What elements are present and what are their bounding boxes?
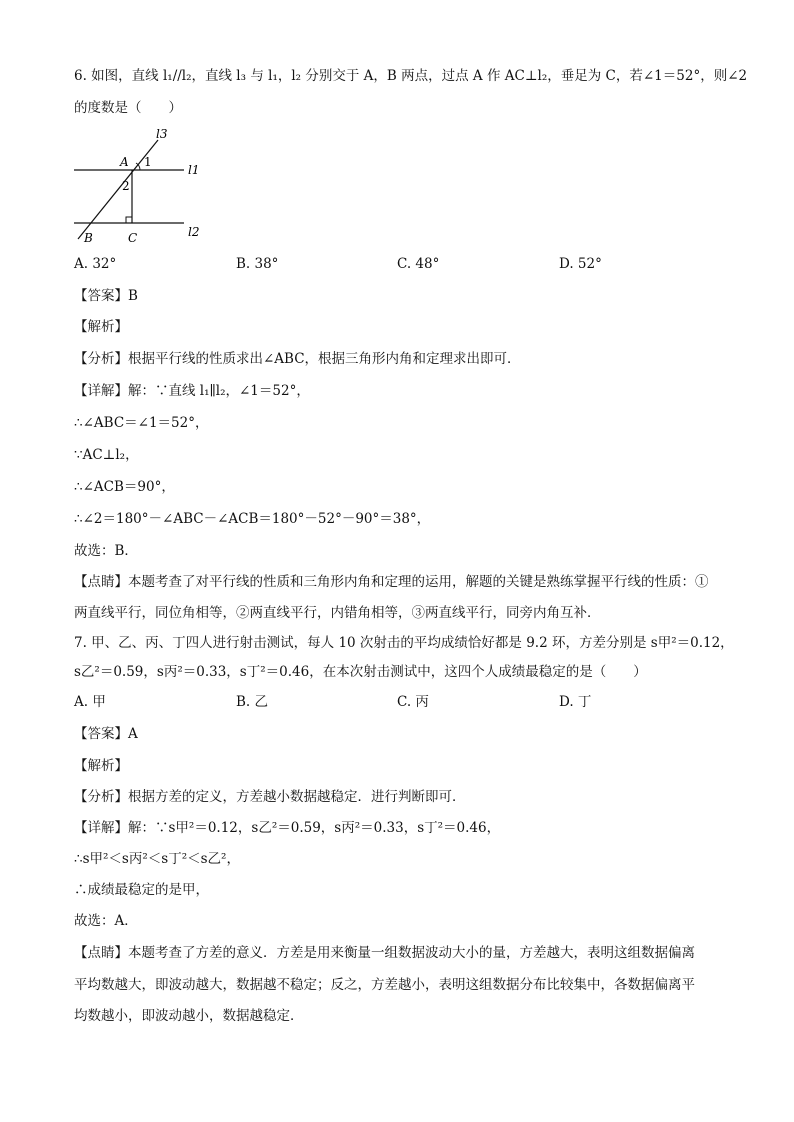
q6-detail-1: 【详解】解：∵直线 l₁∥l₂，∠1＝52°， xyxy=(74,383,310,399)
right-angle-mark xyxy=(126,217,132,223)
q6-option-c: C. 48° xyxy=(397,256,440,272)
q6-stem-line2: 的度数是（ ） xyxy=(74,100,182,116)
label-a: A xyxy=(120,155,129,169)
q7-detail-2: ∴s甲²＜s丙²＜s丁²＜s乙²， xyxy=(74,851,240,867)
q6-detail-4: ∴∠ACB＝90°， xyxy=(74,479,175,495)
q6-detail-5: ∴∠2＝180°－∠ABC－∠ACB＝180°－52°－90°＝38°， xyxy=(74,511,431,527)
q6-detail-2: ∴∠ABC＝∠1＝52°， xyxy=(74,415,209,431)
q7-detail-3: ∴成绩最稳定的是甲， xyxy=(74,882,209,898)
q6-option-d: D. 52° xyxy=(559,256,602,272)
label-b: B xyxy=(84,231,93,245)
q6-dianjing-2: 两直线平行，同位角相等，②两直线平行，内错角相等，③两直线平行，同旁内角互补． xyxy=(74,605,601,621)
q7-option-b: B. 乙 xyxy=(236,694,269,710)
q7-dianjing-3: 均数越小，即波动越小，数据越稳定． xyxy=(74,1008,304,1024)
q6-detail-3: ∵AC⊥l₂， xyxy=(74,447,139,463)
q6-analysis-head: 【解析】 xyxy=(74,319,128,335)
q6-option-b: B. 38° xyxy=(236,256,279,272)
label-angle-2: 2 xyxy=(122,179,130,193)
label-l1: l1 xyxy=(188,163,200,177)
q6-answer: 【答案】B xyxy=(74,288,138,304)
q6-figure xyxy=(70,126,220,248)
q7-dianjing-1: 【点睛】本题考查了方差的意义．方差是用来衡量一组数据波动大小的量，方差越大，表明这组数据偏离 xyxy=(74,945,695,961)
q7-option-d: D. 丁 xyxy=(559,694,592,710)
q6-option-a: A. 32° xyxy=(74,256,117,272)
label-c: C xyxy=(128,231,138,245)
q7-option-c: C. 丙 xyxy=(397,694,429,710)
q6-dianjing-1: 【点睛】本题考查了对平行线的性质和三角形内角和定理的运用，解题的关键是熟练掌握平行线的性质：① xyxy=(74,574,709,590)
q7-option-a: A. 甲 xyxy=(74,694,106,710)
q6-detail-6: 故选：B． xyxy=(74,543,138,559)
q6-fenxi: 【分析】根据平行线的性质求出∠ABC，根据三角形内角和定理求出即可． xyxy=(74,351,521,367)
q7-fenxi: 【分析】根据方差的定义，方差越小数据越稳定．进行判断即可． xyxy=(74,789,466,805)
q7-detail-4: 故选：A． xyxy=(74,913,138,929)
q7-stem-line1: 7. 甲、乙、丙、丁四人进行射击测试，每人 10 次射击的平均成绩恰好都是 9.2 环，方差分别是 s甲²＝0.12， xyxy=(74,635,734,651)
label-l3: l3 xyxy=(156,127,168,141)
label-l2: l2 xyxy=(188,225,200,239)
q7-analysis-head: 【解析】 xyxy=(74,758,128,774)
q6-stem-line1: 6. 如图，直线 l₁//l₂，直线 l₃ 与 l₁，l₂ 分别交于 A，B 两点，过点 A 作 AC⊥l₂，垂足为 C，若∠1＝52°，则∠2 xyxy=(74,68,748,84)
q7-dianjing-2: 平均数越大，即波动越大，数据越不稳定；反之，方差越小，表明这组数据分布比较集中，各数据偏离平 xyxy=(74,977,695,993)
q7-answer: 【答案】A xyxy=(74,726,138,742)
label-angle-1: 1 xyxy=(144,155,152,169)
q7-detail-1: 【详解】解：∵s甲²＝0.12，s乙²＝0.59，s丙²＝0.33，s丁²＝0.46， xyxy=(74,820,501,836)
q7-stem-line2: s乙²＝0.59，s丙²＝0.33，s丁²＝0.46，在本次射击测试中，这四个人成绩最稳定的是（ ） xyxy=(74,664,647,680)
